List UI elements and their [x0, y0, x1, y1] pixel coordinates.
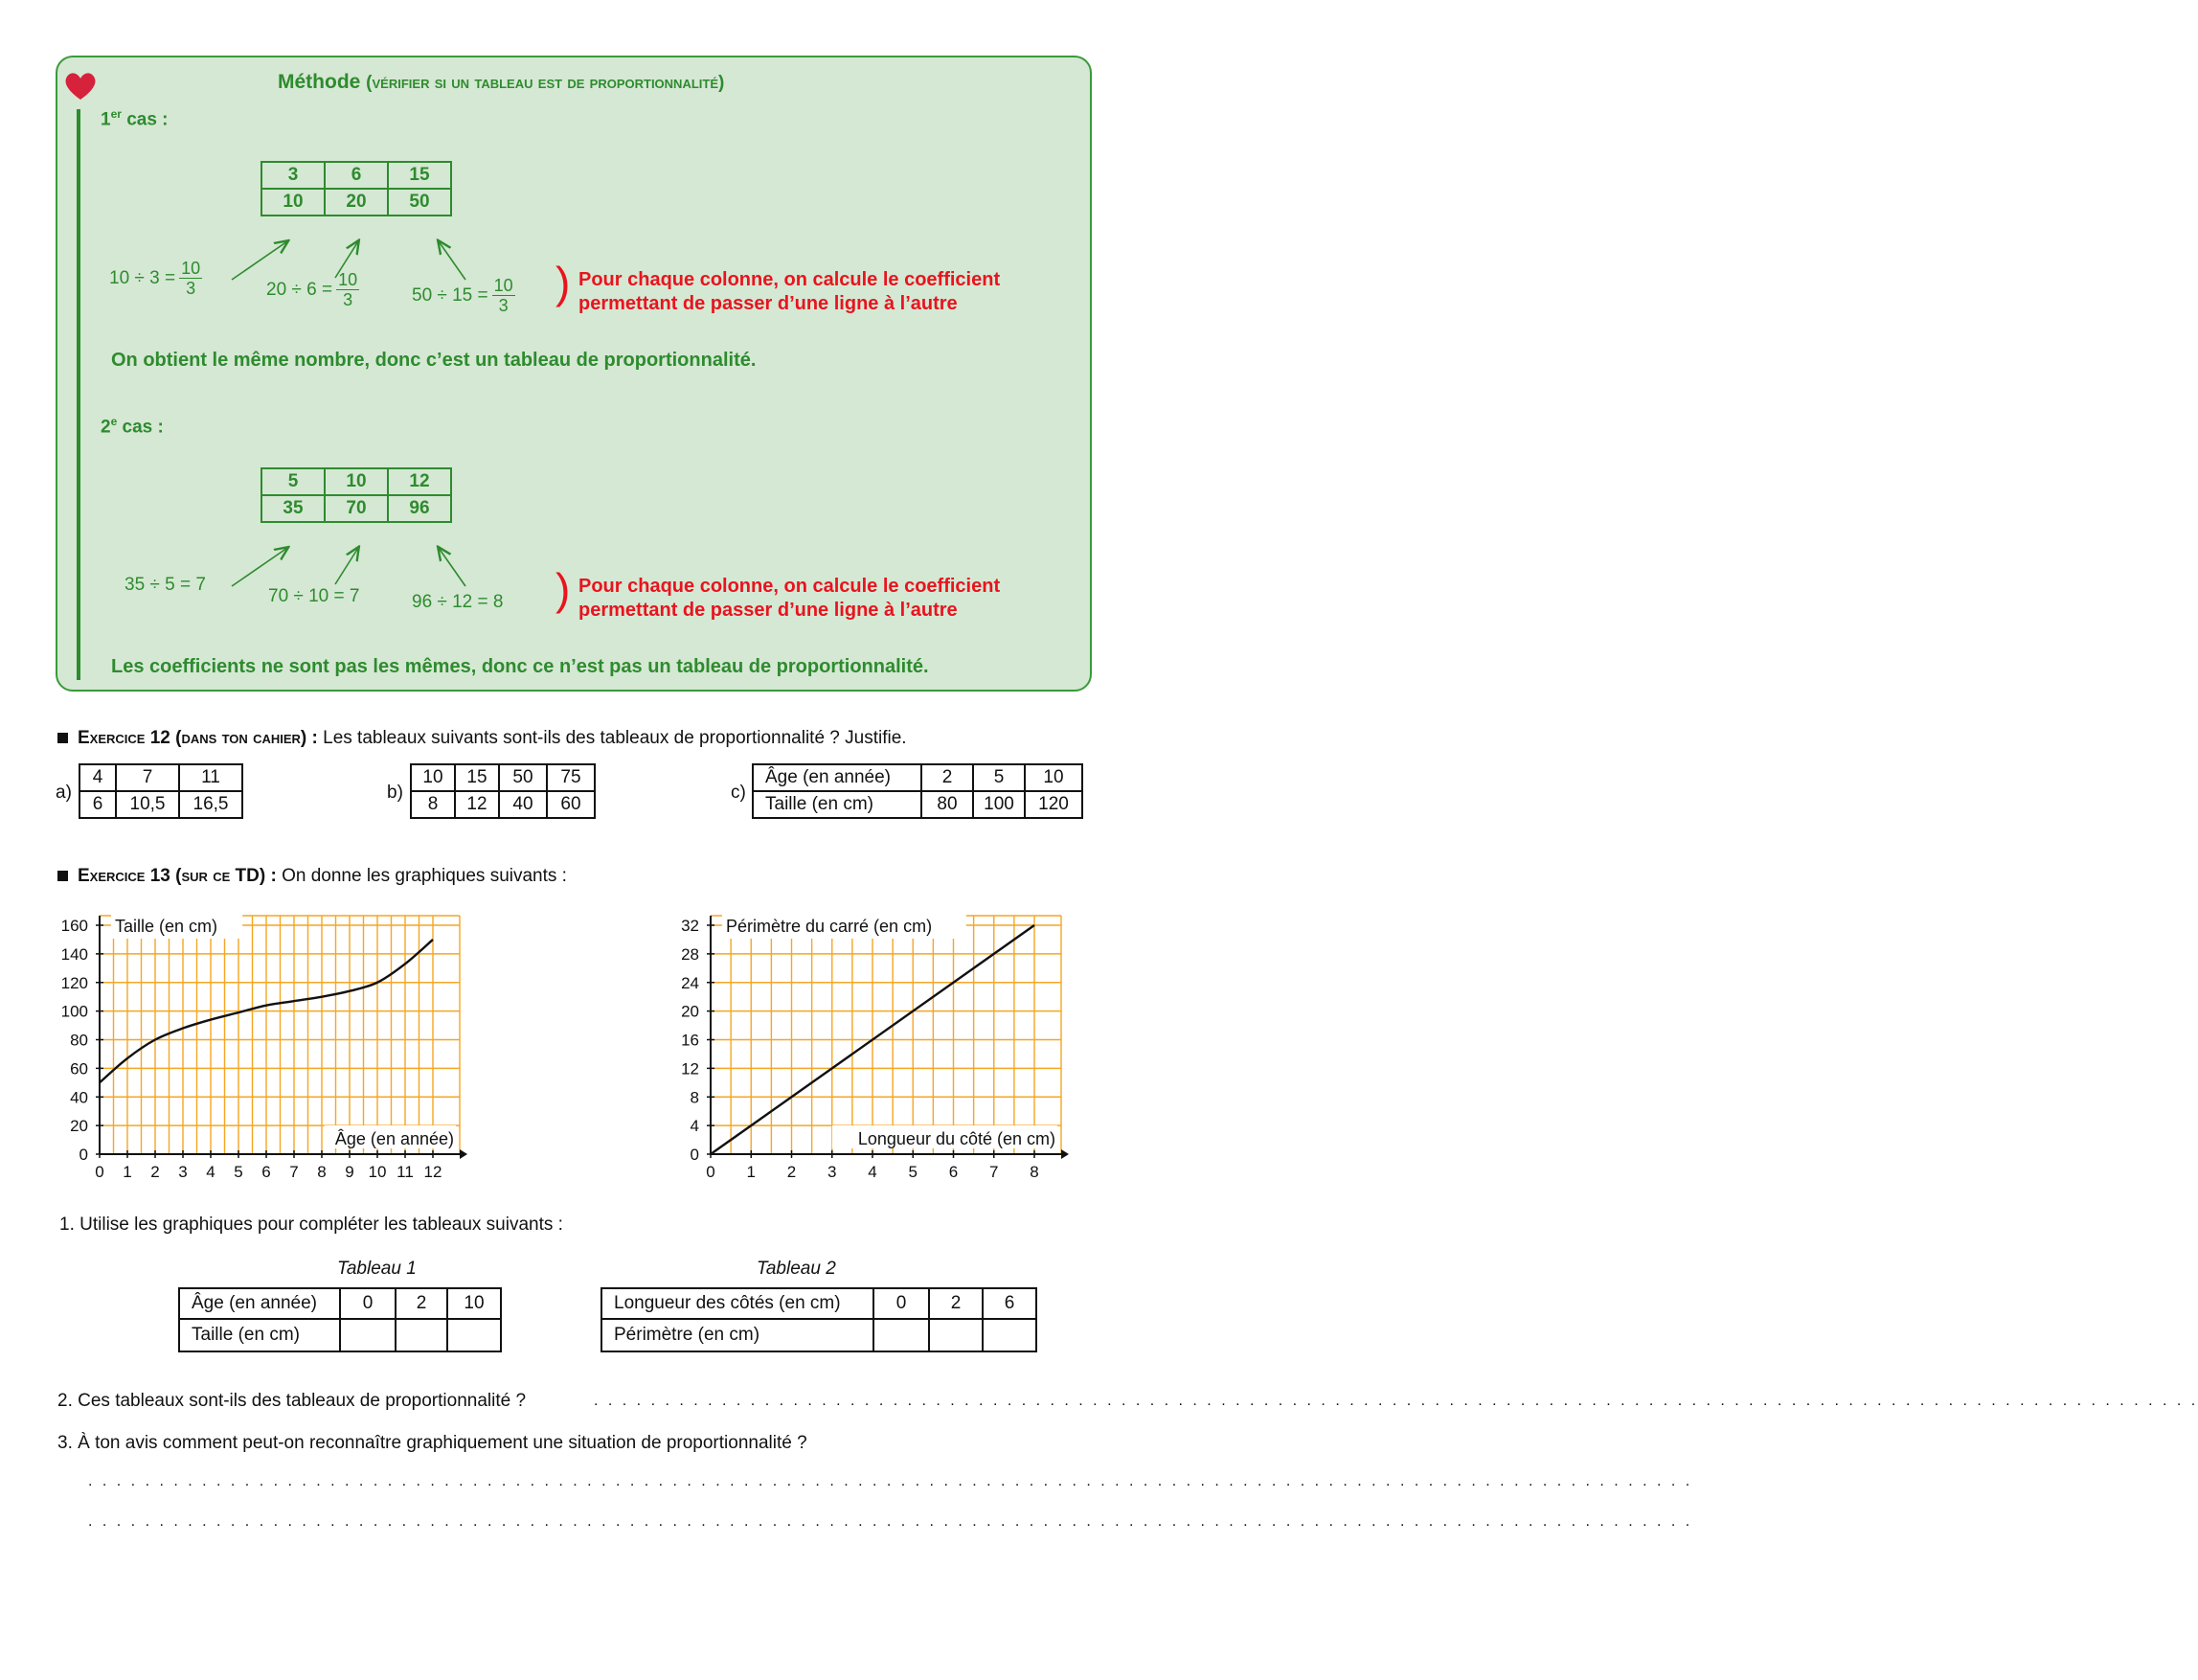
y-tick-label: 16 — [681, 1031, 699, 1050]
ex12-b-label: b) — [387, 783, 403, 803]
ex13-question-2: 2. Ces tableaux sont-ils des tableaux de proportionnalité ? — [57, 1391, 527, 1411]
chart-height-vs-age — [48, 900, 488, 1197]
y-tick-label: 28 — [681, 944, 699, 964]
case2-label: 2e cas : — [101, 415, 164, 438]
x-tick-label: 1 — [123, 1163, 132, 1181]
answer-cell[interactable] — [340, 1319, 396, 1351]
answer-dots-q3-line2[interactable]: . . . . . . . . . . . . . . . . . . . . . . . . . . . . . . . . . . . . . . . . . . . . . . . . . . . . . . . . . . . . . . . . . . . . . . . . . . . . . . . . . . . . . . . . . . . . . . . . . . . . . . . . . . . . . . . . . — [88, 1513, 1693, 1530]
y-tick-label: 24 — [681, 973, 699, 992]
case1-label: 1er cas : — [101, 107, 169, 130]
y-tick-label: 4 — [690, 1117, 699, 1136]
x-tick-label: 1 — [746, 1163, 756, 1181]
case1-brace: ) — [555, 258, 571, 307]
x-tick-label: 2 — [786, 1163, 797, 1181]
x-tick-label: 0 — [95, 1163, 104, 1181]
x-tick-label: 5 — [234, 1163, 243, 1181]
y-tick-label: 0 — [690, 1146, 699, 1164]
y-tick-label: 140 — [60, 944, 88, 964]
answer-dots-q2[interactable]: . . . . . . . . . . . . . . . . . . . . . . . . . . . . . . . . . . . . . . . . . . . . . . . . . . . . . . . . . . . . . . . . . . . . . . . . . . . . . . . . . . . . . . . . . . . . . . . . . . . . . . . . . . . . . . . . . — [594, 1393, 2198, 1409]
ex13-heading: Exercice 13 (sur ce TD) : On donne les graphiques suivants : — [57, 866, 567, 887]
ex12-c-label: c) — [731, 783, 746, 803]
answer-cell[interactable] — [447, 1319, 501, 1351]
case1-eq2: 20 ÷ 6 = $\frac{10}{3}$ — [266, 270, 358, 309]
x-tick-label: 4 — [868, 1163, 877, 1181]
y-tick-label: 160 — [60, 917, 88, 935]
y-axis-label: Taille (en cm) — [115, 917, 218, 936]
y-tick-label: 60 — [70, 1059, 88, 1078]
square-bullet-icon — [57, 733, 68, 743]
y-tick-label: 120 — [60, 973, 88, 992]
method-title: Méthode (vérifier si un tableau est de proportionnalité) — [278, 71, 725, 93]
case1-eq3: 50 ÷ 15 = $\frac{10}{3}$ — [412, 276, 513, 315]
answer-cell[interactable] — [396, 1319, 447, 1351]
x-tick-label: 10 — [368, 1163, 387, 1181]
ex13-table-1: Âge (en année) 0 2 10 Taille (en cm) — [178, 1287, 502, 1352]
answer-cell[interactable] — [929, 1319, 983, 1351]
case2-table: 5 10 12 35 70 96 — [261, 467, 452, 523]
x-tick-label: 7 — [989, 1163, 999, 1181]
ex12-table-b: 10 15 50 75 8 12 40 60 — [410, 763, 596, 819]
case1-eq1: 10 ÷ 3 = $\frac{10}{3}$ — [109, 259, 201, 298]
method-left-bar — [77, 109, 80, 680]
case1-table: 3 6 15 10 20 50 — [261, 161, 452, 216]
x-tick-label: 12 — [423, 1163, 442, 1181]
case2-brace: ) — [555, 564, 571, 614]
ex13-question-1: 1. Utilise les graphiques pour compléter les tableaux suivants : — [59, 1215, 563, 1235]
ex12-table-c: Âge (en année) 2 5 10 Taille (en cm) 80 100 120 — [752, 763, 1083, 819]
case2-conclusion: Les coefficients ne sont pas les mêmes, donc ce n’est pas un tableau de proportionnalité. — [111, 656, 929, 677]
y-tick-label: 12 — [681, 1059, 699, 1078]
y-tick-label: 0 — [79, 1146, 88, 1164]
case2-note: Pour chaque colonne, on calcule le coefficient permettant de passer d’une ligne à l’autre — [578, 576, 1001, 621]
case2-eq3: 96 ÷ 12 = 8 — [412, 592, 504, 612]
ex12-heading: Exercice 12 (dans ton cahier) : Les tableaux suivants sont-ils des tableaux de proportionnalité ? Justifie. — [57, 728, 907, 749]
y-axis-label: Périmètre du carré (en cm) — [726, 917, 933, 936]
ex13-table-2: Longueur des côtés (en cm) 0 2 6 Périmètre (en cm) — [600, 1287, 1037, 1352]
x-tick-label: 8 — [317, 1163, 327, 1181]
x-tick-label: 0 — [706, 1163, 715, 1181]
y-tick-label: 20 — [70, 1117, 88, 1136]
x-axis-arrow — [460, 1149, 467, 1159]
table1-caption: Tableau 1 — [337, 1259, 417, 1279]
y-tick-label: 40 — [70, 1088, 88, 1107]
x-tick-label: 6 — [261, 1163, 271, 1181]
x-axis-label: Longueur du côté (en cm) — [857, 1129, 1055, 1148]
answer-cell[interactable] — [873, 1319, 929, 1351]
x-tick-label: 7 — [289, 1163, 299, 1181]
y-tick-label: 20 — [681, 1002, 699, 1021]
ex13-question-3: 3. À ton avis comment peut-on reconnaître graphiquement une situation de proportionnalité ? — [57, 1433, 807, 1453]
y-tick-label: 80 — [70, 1031, 88, 1050]
x-tick-label: 8 — [1030, 1163, 1039, 1181]
x-tick-label: 4 — [206, 1163, 215, 1181]
x-tick-label: 3 — [178, 1163, 188, 1181]
y-tick-label: 32 — [681, 917, 699, 935]
ex12-table-a: 4 7 11 6 10,5 16,5 — [79, 763, 243, 819]
table2-caption: Tableau 2 — [757, 1259, 836, 1279]
x-tick-label: 2 — [150, 1163, 160, 1181]
y-tick-label: 8 — [690, 1088, 699, 1107]
chart-perimeter-vs-side — [661, 900, 1101, 1197]
heart-icon — [63, 71, 98, 102]
case1-conclusion: On obtient le même nombre, donc c’est un tableau de proportionnalité. — [111, 350, 757, 371]
x-tick-label: 9 — [345, 1163, 354, 1181]
case2-eq1: 35 ÷ 5 = 7 — [125, 575, 206, 595]
case1-note: Pour chaque colonne, on calcule le coefficient permettant de passer d’une ligne à l’autre — [578, 269, 1001, 314]
x-axis-label: Âge (en année) — [334, 1129, 454, 1148]
answer-dots-q3-line1[interactable]: . . . . . . . . . . . . . . . . . . . . . . . . . . . . . . . . . . . . . . . . . . . . . . . . . . . . . . . . . . . . . . . . . . . . . . . . . . . . . . . . . . . . . . . . . . . . . . . . . . . . . . . . . . . . . . . . . — [88, 1473, 1693, 1489]
x-tick-label: 3 — [827, 1163, 837, 1181]
square-bullet-icon — [57, 871, 68, 881]
x-tick-label: 6 — [948, 1163, 959, 1181]
answer-cell[interactable] — [983, 1319, 1036, 1351]
x-tick-label: 5 — [908, 1163, 918, 1181]
x-tick-label: 11 — [397, 1163, 414, 1181]
y-tick-label: 100 — [60, 1002, 88, 1021]
x-axis-arrow — [1061, 1149, 1069, 1159]
ex12-a-label: a) — [56, 783, 72, 803]
case2-eq2: 70 ÷ 10 = 7 — [268, 586, 360, 606]
